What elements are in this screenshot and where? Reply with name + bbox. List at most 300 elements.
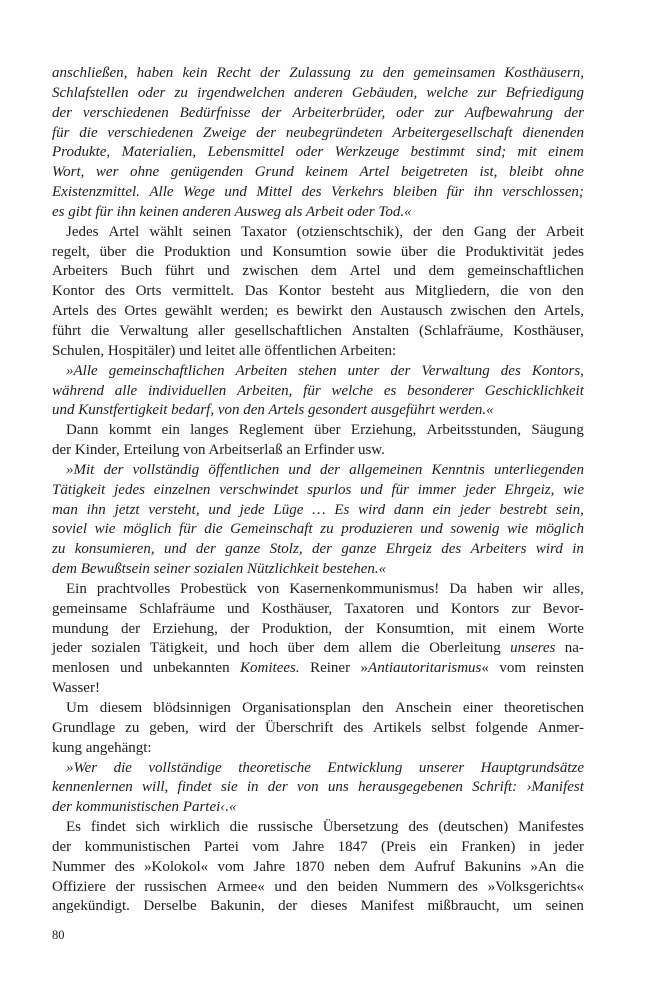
word: Kasernenkommunismus! bbox=[289, 580, 440, 597]
word: Arbeitsstunden, bbox=[426, 422, 522, 439]
word: mißbraucht, bbox=[427, 898, 500, 915]
text-line bbox=[52, 699, 584, 719]
text-line bbox=[52, 223, 584, 243]
word: reinsten bbox=[536, 660, 584, 677]
word: zwischen bbox=[450, 303, 507, 320]
word: Oberleitung bbox=[429, 640, 501, 657]
word: bestimmt bbox=[410, 144, 465, 161]
word: und bbox=[227, 600, 250, 617]
word: besteht bbox=[331, 283, 375, 300]
word: Kontors, bbox=[531, 362, 584, 379]
text-line bbox=[52, 124, 584, 144]
word: gemeinsame bbox=[52, 600, 127, 617]
word: über bbox=[313, 422, 341, 439]
word: Ortes bbox=[124, 303, 157, 320]
text-line bbox=[52, 461, 584, 481]
word: Aufbewahrung bbox=[464, 104, 554, 121]
word: ein bbox=[432, 501, 451, 518]
word: die bbox=[401, 640, 420, 657]
word: Tätigkeit, bbox=[149, 640, 208, 657]
word: allgemeinen bbox=[349, 461, 423, 478]
word: für bbox=[391, 481, 409, 498]
word: und bbox=[217, 640, 240, 657]
word: alles, bbox=[552, 580, 584, 597]
word: Kosthäusern, bbox=[504, 65, 584, 81]
word: Geschicklichkeit bbox=[484, 382, 584, 399]
word: Recht bbox=[216, 65, 251, 81]
word: selbst bbox=[431, 719, 466, 736]
word: Buch bbox=[120, 263, 153, 280]
word: neben bbox=[333, 858, 370, 875]
word: unseres bbox=[510, 640, 556, 657]
word: prachtvolles bbox=[96, 580, 171, 597]
word: ganze bbox=[341, 541, 377, 558]
word: ihn bbox=[473, 184, 493, 201]
word: Kosthäuser, bbox=[513, 322, 584, 339]
word: Nummer bbox=[52, 858, 106, 875]
word: »Kolokol« bbox=[144, 858, 209, 875]
word: über bbox=[400, 243, 428, 260]
word: Überschrift bbox=[265, 719, 334, 736]
word: dem bbox=[379, 858, 405, 875]
word: wird bbox=[535, 541, 563, 558]
word: um bbox=[513, 898, 533, 915]
word: der bbox=[278, 898, 298, 915]
word: uns bbox=[327, 779, 349, 796]
word: Es bbox=[334, 501, 350, 518]
word: den bbox=[442, 223, 464, 240]
word: russische bbox=[257, 819, 313, 836]
word: und bbox=[274, 878, 297, 895]
word: unterliegenden bbox=[493, 461, 584, 478]
word: Produkte, bbox=[52, 144, 111, 161]
word: Wort, bbox=[52, 164, 85, 181]
word: sozialen bbox=[91, 640, 141, 657]
word: soviel bbox=[52, 521, 87, 538]
text-line bbox=[52, 679, 584, 699]
word: vom bbox=[499, 660, 527, 677]
word: konsumieren, bbox=[74, 541, 155, 558]
word: gesellschaftlichen bbox=[234, 322, 342, 339]
text-line bbox=[52, 441, 584, 461]
word: findet bbox=[90, 819, 126, 836]
word: Jahre bbox=[253, 858, 286, 875]
word: Befriedigung bbox=[505, 84, 584, 101]
word: Jedes bbox=[66, 223, 99, 240]
text-run: und Kunstfertigkeit bedarf, von den Artels gesondert ausgeführt werden.« bbox=[52, 402, 494, 419]
text-line bbox=[52, 302, 584, 322]
paragraph bbox=[52, 699, 584, 759]
word: Kosthäuser, bbox=[261, 600, 333, 617]
text-line bbox=[52, 143, 584, 163]
text-line bbox=[52, 282, 584, 302]
text-line bbox=[52, 778, 584, 798]
word: seinen bbox=[192, 223, 232, 240]
word: menlosen bbox=[52, 660, 110, 677]
word: Ehrgeiz bbox=[385, 541, 432, 558]
word: Kontor bbox=[278, 283, 321, 300]
word: in bbox=[572, 541, 584, 558]
word: zu bbox=[360, 65, 374, 81]
paragraph bbox=[52, 362, 584, 422]
word: »Antiautoritarismus« bbox=[360, 660, 489, 677]
word: und bbox=[240, 243, 263, 260]
word: und bbox=[416, 600, 439, 617]
word: Ein bbox=[66, 580, 87, 597]
word: sich bbox=[135, 819, 160, 836]
word: russischen bbox=[144, 878, 207, 895]
text-line bbox=[52, 798, 584, 818]
word: jeder bbox=[554, 838, 584, 855]
word: führt bbox=[165, 263, 195, 280]
word: Ehrgeiz, bbox=[504, 481, 555, 498]
word: Arbeiten, bbox=[237, 382, 293, 399]
word: Schlafstellen bbox=[52, 84, 129, 101]
word: gemeinschaftlichen bbox=[108, 362, 225, 379]
word: Partei bbox=[203, 838, 239, 855]
word: Taxator bbox=[241, 223, 287, 240]
word: jeder bbox=[52, 640, 82, 657]
text-run: der Kinder, Erteilung von Arbeitserlaß an Erfinder usw. bbox=[52, 442, 385, 459]
word: es bbox=[276, 303, 289, 320]
word: vollständige bbox=[148, 759, 222, 776]
word: dem bbox=[311, 263, 337, 280]
word: der bbox=[267, 779, 288, 796]
word: herausgegebenen bbox=[357, 779, 463, 796]
text-run: kung angehängt: bbox=[52, 739, 152, 756]
word: kommunistischen bbox=[84, 838, 191, 855]
word: Verwaltung bbox=[119, 322, 189, 339]
word: zu bbox=[320, 521, 334, 538]
word: irgendwelchen bbox=[197, 84, 285, 101]
word: Kontors bbox=[450, 600, 500, 617]
word: Grundlage bbox=[52, 719, 116, 736]
word: Aufruf bbox=[414, 858, 456, 875]
word: beiden bbox=[337, 878, 378, 895]
word: hoch bbox=[248, 640, 279, 657]
word: Artel bbox=[349, 263, 381, 280]
word: den bbox=[350, 303, 373, 320]
word: für bbox=[52, 124, 70, 141]
word: ohne bbox=[129, 164, 160, 181]
word: zur bbox=[477, 84, 497, 101]
word: (Schlafräume, bbox=[418, 322, 504, 339]
word: führt bbox=[52, 322, 82, 339]
word: und bbox=[224, 184, 247, 201]
word: Konsumtion, bbox=[376, 620, 454, 637]
word: der bbox=[121, 620, 141, 637]
word: während bbox=[52, 382, 104, 399]
word: seinen bbox=[545, 898, 584, 915]
word: dem bbox=[428, 263, 455, 280]
text-run: dem Bewußtsein seiner sozialen Nützlichkeit bestehen.« bbox=[52, 561, 387, 578]
word: alle bbox=[114, 382, 138, 399]
word: Probestück bbox=[180, 580, 247, 597]
word: ein bbox=[429, 838, 448, 855]
text-line bbox=[52, 600, 584, 620]
word: der bbox=[230, 620, 250, 637]
word: 1847 bbox=[337, 838, 368, 855]
word: Verkehrs bbox=[331, 184, 384, 201]
text-run: Schulen, Hospitäler) und leitet alle öffentlichen Arbeiten: bbox=[52, 342, 397, 359]
word: Bevor- bbox=[542, 600, 584, 617]
word: Worte bbox=[547, 620, 584, 637]
word: die bbox=[500, 283, 519, 300]
word: für bbox=[179, 521, 197, 538]
word: allem bbox=[358, 640, 393, 657]
word: wie bbox=[94, 521, 116, 538]
text-line bbox=[52, 540, 584, 560]
word: einer bbox=[462, 700, 493, 716]
text-line bbox=[52, 481, 584, 501]
word: »Alle bbox=[66, 362, 98, 379]
text-line bbox=[52, 501, 584, 521]
page-number: 80 bbox=[52, 928, 65, 942]
word: Alle bbox=[149, 184, 174, 201]
word: von bbox=[256, 580, 280, 597]
word: wer bbox=[95, 164, 119, 181]
word: die bbox=[204, 521, 223, 538]
word: des bbox=[500, 362, 521, 379]
word: für bbox=[303, 382, 321, 399]
paragraph bbox=[52, 759, 584, 819]
word: Das bbox=[244, 283, 268, 300]
word: unter bbox=[347, 362, 380, 379]
word: dienenden bbox=[522, 124, 584, 141]
word: die bbox=[90, 322, 110, 339]
text-line bbox=[52, 739, 584, 759]
paragraph bbox=[52, 818, 584, 917]
word: Erziehung, bbox=[152, 620, 218, 637]
word: von bbox=[296, 779, 319, 796]
word: Es bbox=[66, 819, 81, 836]
word: Mitgliedern, bbox=[415, 283, 490, 300]
word: Um bbox=[66, 700, 89, 716]
word: über bbox=[99, 243, 127, 260]
word: sie bbox=[220, 779, 238, 796]
text-line bbox=[52, 104, 584, 124]
word: Nummern bbox=[387, 878, 449, 895]
word: bleiben bbox=[393, 184, 438, 201]
word: der bbox=[390, 362, 411, 379]
word: Konsumtion bbox=[272, 243, 347, 260]
text-line bbox=[52, 620, 584, 640]
word: einem bbox=[548, 144, 584, 161]
word: Bakunin, bbox=[210, 898, 265, 915]
word: der bbox=[52, 104, 72, 121]
word: immer bbox=[417, 481, 457, 498]
word: oder bbox=[396, 104, 424, 121]
word: werden; bbox=[220, 303, 269, 320]
word: den bbox=[362, 700, 384, 716]
word: des bbox=[457, 878, 478, 895]
word: Komitees. bbox=[240, 660, 300, 677]
word: Franken) bbox=[461, 838, 516, 855]
word: wie bbox=[507, 521, 528, 538]
word: wirklich bbox=[169, 819, 220, 836]
word: man bbox=[52, 501, 78, 518]
word: haben bbox=[136, 65, 174, 81]
word: beigetreten bbox=[401, 164, 468, 181]
word: angekündigt. bbox=[52, 898, 130, 915]
word: Arbeiten bbox=[235, 362, 288, 379]
word: der bbox=[256, 124, 277, 141]
word: Artikels bbox=[373, 719, 422, 736]
word: verschiedenen bbox=[107, 124, 194, 141]
word: bewirkt bbox=[296, 303, 343, 320]
word: jede bbox=[239, 501, 265, 518]
word: Entwicklung bbox=[327, 759, 403, 776]
text-line bbox=[52, 580, 584, 600]
word: Verwaltung bbox=[421, 362, 490, 379]
word: Übersetzung bbox=[322, 819, 399, 836]
word: die bbox=[79, 124, 98, 141]
word: des bbox=[343, 719, 364, 736]
word: wählt bbox=[149, 223, 183, 240]
word: jeder bbox=[459, 501, 491, 518]
word: ›Manifest bbox=[526, 779, 584, 796]
word: Artel bbox=[108, 223, 140, 240]
word: der bbox=[115, 878, 135, 895]
word: einzelnen bbox=[153, 481, 211, 498]
text-line bbox=[52, 84, 584, 104]
word: ein bbox=[161, 422, 180, 439]
word: Wege bbox=[182, 184, 215, 201]
word: »Volksgerichts« bbox=[487, 878, 584, 895]
word: aller bbox=[198, 322, 225, 339]
word: Arbeiters bbox=[470, 541, 527, 558]
word: des bbox=[301, 184, 322, 201]
paragraph bbox=[52, 223, 584, 362]
word: des bbox=[408, 819, 429, 836]
word: Kenntnis bbox=[431, 461, 485, 478]
paragraph bbox=[52, 64, 584, 223]
word: aus bbox=[384, 283, 405, 300]
text-run: der kommunistischen Partei‹.« bbox=[52, 799, 237, 816]
text-run: es gibt für ihn keinen anderen Ausweg als Arbeit oder Tod.« bbox=[52, 203, 412, 220]
word: Artels, bbox=[543, 303, 584, 320]
text-line bbox=[52, 818, 584, 838]
paragraph bbox=[52, 580, 584, 699]
word: spurlos bbox=[307, 481, 352, 498]
word: welche bbox=[331, 382, 374, 399]
word: Arbeiters bbox=[52, 263, 108, 280]
word: Existenzmittel. bbox=[52, 184, 140, 201]
text-run: Wasser! bbox=[52, 680, 100, 697]
word: genügenden bbox=[170, 164, 244, 181]
body-text bbox=[52, 64, 584, 917]
word: und bbox=[288, 461, 311, 478]
word: und bbox=[163, 541, 187, 558]
word: über bbox=[287, 640, 315, 657]
word: Da bbox=[449, 580, 467, 597]
word: (Preis bbox=[381, 838, 417, 855]
word: Reiner bbox=[310, 660, 351, 677]
word: möglich bbox=[535, 521, 584, 538]
word: die bbox=[135, 243, 155, 260]
word: kommt bbox=[108, 422, 152, 439]
word: zwischen bbox=[242, 263, 299, 280]
word: sind; bbox=[476, 144, 507, 161]
word: gemeinsamen bbox=[413, 65, 496, 81]
word: Jahre bbox=[292, 838, 325, 855]
word: sowenig bbox=[450, 521, 500, 538]
text-line bbox=[52, 659, 584, 679]
text-line bbox=[52, 421, 584, 441]
word: Gebäuden, bbox=[351, 84, 418, 101]
word: findet bbox=[177, 779, 212, 796]
word: der bbox=[195, 541, 216, 558]
word: will, bbox=[142, 779, 169, 796]
word: Arbeitergesellschaft bbox=[392, 124, 513, 141]
word: Stolz, bbox=[269, 541, 303, 558]
text-line bbox=[52, 759, 584, 779]
text-line bbox=[52, 362, 584, 382]
word: zu bbox=[125, 719, 140, 736]
text-line bbox=[52, 838, 584, 858]
word: der bbox=[260, 65, 281, 81]
text-line bbox=[52, 342, 584, 362]
text-line bbox=[52, 401, 584, 421]
word: regelt, bbox=[52, 243, 90, 260]
word: der bbox=[516, 223, 536, 240]
word: ganze bbox=[225, 541, 261, 558]
word: zu bbox=[52, 541, 66, 558]
word: und bbox=[360, 481, 383, 498]
text-line bbox=[52, 163, 584, 183]
word: vom bbox=[252, 838, 280, 855]
text-line bbox=[52, 64, 584, 84]
word: Artel bbox=[359, 164, 390, 181]
word: Produktivität bbox=[465, 243, 544, 260]
word: neubegründeten bbox=[285, 124, 383, 141]
word: wird bbox=[198, 719, 227, 736]
word: Bedürfnisse bbox=[179, 104, 251, 121]
word: stehen bbox=[298, 362, 337, 379]
word: den bbox=[514, 303, 536, 320]
word: dieses bbox=[310, 898, 348, 915]
word: zur bbox=[434, 104, 454, 121]
word: sowie bbox=[356, 243, 392, 260]
word: der bbox=[52, 838, 72, 855]
word: unserer bbox=[418, 759, 465, 776]
word: und bbox=[119, 660, 143, 677]
word: Offiziere bbox=[52, 878, 106, 895]
word: und bbox=[208, 501, 231, 518]
word: verschlossen; bbox=[502, 184, 584, 201]
word: der bbox=[412, 223, 433, 240]
text-line bbox=[52, 639, 584, 659]
word: dann bbox=[393, 501, 424, 518]
word: öffentlichen bbox=[208, 461, 280, 478]
text-line bbox=[52, 897, 584, 917]
word: Organisationsplan bbox=[242, 700, 351, 716]
word: ihn bbox=[86, 501, 106, 518]
text-line bbox=[52, 203, 584, 223]
word: Lüge bbox=[273, 501, 304, 518]
word: Manifest bbox=[360, 898, 415, 915]
word: Schlafräume bbox=[139, 600, 215, 617]
word: Lebensmittel bbox=[207, 144, 285, 161]
word: Produktion, bbox=[261, 620, 333, 637]
word: dem bbox=[323, 640, 350, 657]
word: Zulassung bbox=[289, 65, 351, 81]
word: die bbox=[565, 858, 584, 875]
word: des bbox=[96, 303, 117, 320]
text-line bbox=[52, 878, 584, 898]
word: der bbox=[261, 104, 282, 121]
word: gewählt bbox=[164, 303, 213, 320]
